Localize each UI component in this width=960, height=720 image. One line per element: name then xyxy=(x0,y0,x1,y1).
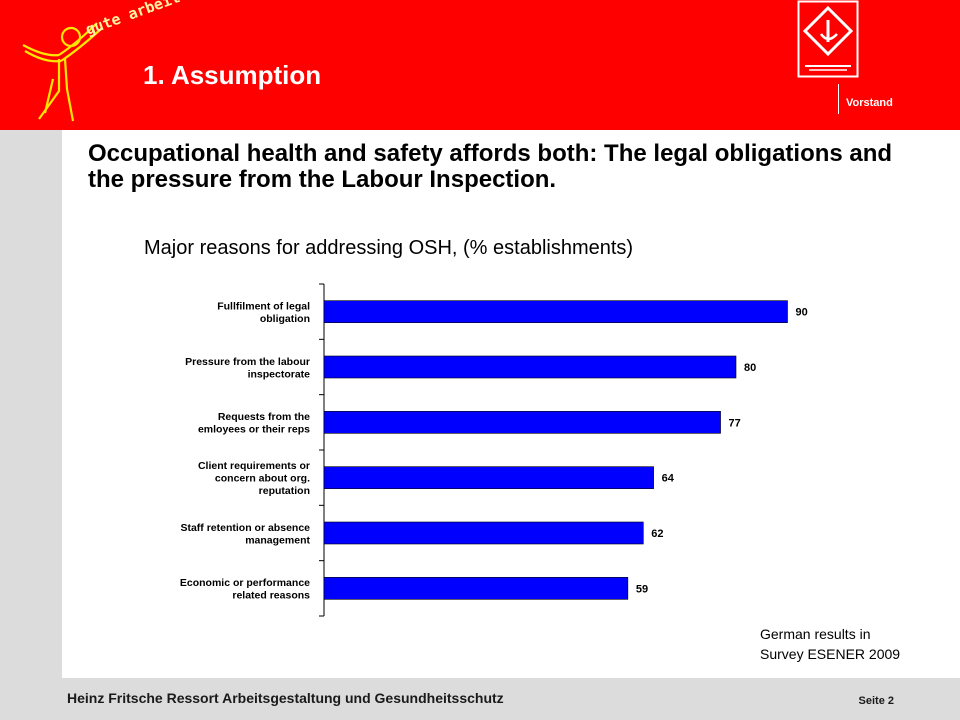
left-side-strip xyxy=(0,130,62,678)
chart-category-label: Economic or performance related reasons xyxy=(179,577,310,602)
chart-category-label: Client requirements or concern about org. reputation xyxy=(197,460,310,498)
ig-metall-logo-icon xyxy=(797,0,859,78)
chart-data-label: 59 xyxy=(635,583,649,596)
chart-bar xyxy=(324,577,628,599)
chart-bar xyxy=(324,301,788,323)
chart-category-label: Staff retention or absence management xyxy=(180,521,310,547)
page-title: 1. Assumption xyxy=(143,60,322,90)
chart-data-label: 77 xyxy=(728,417,741,430)
org-divider xyxy=(838,84,839,114)
source-note xyxy=(760,624,960,664)
chart-category-label: Pressure from the labour inspectorate xyxy=(185,355,310,381)
osh-reasons-bar-chart xyxy=(140,280,840,620)
chart-bar xyxy=(324,522,643,544)
page-number: Seite 2 xyxy=(858,695,894,707)
chart-bar xyxy=(324,411,721,433)
chart-data-label: 62 xyxy=(651,528,664,540)
org-label: Vorstand xyxy=(846,97,893,109)
source-note-line-2: Survey ESENER 2009 xyxy=(760,646,901,662)
source-note-line-1: German results in xyxy=(760,626,871,642)
chart-bar xyxy=(324,356,736,378)
footer-author: Heinz Fritsche Ressort Arbeitsgestaltung und Gesundheitsschutz xyxy=(67,690,504,706)
chart-subtitle: Major reasons for addressing OSH, (% establishments) xyxy=(144,237,634,259)
chart-category-label: Requests from the emloyees or their reps xyxy=(197,411,310,436)
chart-data-label: 90 xyxy=(795,306,808,319)
chart-data-label: 64 xyxy=(661,472,674,485)
chart-data-label: 80 xyxy=(744,362,757,374)
slide-headline: Occupational health and safety affords both: The legal obligations and the pressure from the Labour Inspection. xyxy=(88,140,893,193)
chart-bar xyxy=(324,467,654,489)
chart-category-label: Fullfilment of legal obligation xyxy=(217,300,310,325)
